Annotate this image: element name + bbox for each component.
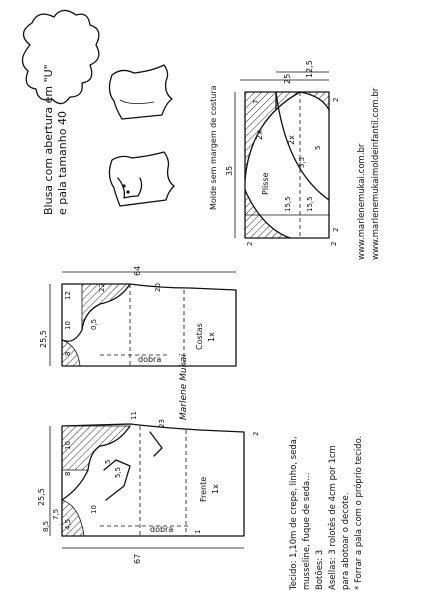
website-2: www.marlenemukaimoldeinfantil.com.br [371,87,381,260]
back-value-4: 12 [64,291,72,300]
yoke-height: 35 [225,165,234,176]
front-value-9: 8,5 [42,520,50,532]
back-label-qty: 1x [207,332,216,342]
front-value-13: 2 [252,431,260,436]
note-1: Tecido: 1,10m de crepe, linho, seda, [289,436,299,590]
back-value-6: 10 [64,321,72,330]
front-value-7: 11 [130,411,138,420]
yoke-pattern [225,60,340,246]
blouse-sketch-back [109,65,172,119]
yoke-bottom-value-1: 15,5 [284,196,292,212]
note-2: musseline, fuque de seda... [302,472,312,590]
collar-pattern-label-group [209,85,218,210]
front-value-8: 7,5 [52,508,60,520]
back-value-5: 0,5 [90,318,98,330]
front-value-1: 25,5 [37,488,46,506]
back-value-2: 20 [154,283,162,292]
yoke-curve-value-1: 7 [252,99,260,104]
front-label-qty: 1x [211,484,220,494]
yoke-side-marker-1: 2 [332,97,340,102]
signature-group [179,354,189,420]
notes-block [289,436,364,591]
back-value-3: 25,5 [39,330,48,348]
title-cloud [22,10,98,103]
yoke-inner-top: 12,5 [305,60,314,78]
front-value-3: 8 [64,471,72,476]
yoke-label-plisse: Plisse [261,172,270,195]
yoke-width-top: 25 [283,73,292,84]
collar-pattern-label: Molde sem margem de costura [209,85,218,210]
back-label-costas: Costas [195,323,204,350]
title-line-2: e pala tamanho 40 [56,111,69,215]
front-value-2: 10 [64,441,72,450]
website-1: www.marlenemukai.com.br [357,143,367,260]
yoke-label-1: 2x [255,130,264,140]
front-value-5: 5,5 [114,466,122,478]
back-value-1: 22 [98,283,106,292]
front-value-10: 4,5 [64,518,72,530]
note-5: para abotoar o decote. [341,492,351,590]
yoke-side-marker-2: 2 [332,227,340,232]
back-value-7: 8 [64,351,72,356]
yoke-bottom-value-2: 15,5 [306,196,314,212]
front-value-11: 10 [90,505,98,514]
front-u-opening [104,460,130,500]
websites [357,87,381,260]
blouse-sketch-front [109,152,174,206]
front-value-12: 1 [194,529,202,534]
note-6: * Forrar a pala com o próprio tecido. [354,435,364,590]
signature: Marlene Mukai [179,354,189,420]
front-pattern [37,411,260,564]
front-hatch-shoulder [62,426,130,470]
back-pattern [39,266,236,366]
yoke-curve-value-3: 5,5 [298,156,306,168]
yoke-label-2: 2x [287,135,296,145]
front-value-6: 23 [158,419,166,428]
yoke-bottom-value-4: 2 [330,241,338,246]
front-label-fold: dobra [150,525,174,534]
title-line-1: Blusa com abertura em "U" [42,64,55,215]
yoke-bottom-value-3: 2 [246,241,254,246]
back-width: 64 [133,265,142,276]
front-dart [150,432,162,456]
yoke-hatch-corner [300,92,329,110]
front-value-4: 5 [104,459,112,464]
yoke-curve-value-2: 5 [314,145,322,150]
note-3: Botões: 3 [315,549,325,590]
back-label-fold: dobra [138,355,162,364]
front-width: 67 [133,553,142,564]
title-block [42,64,69,215]
note-4: Asellas: 3 rolotês de 4cm por 1cm [328,445,338,590]
front-label-frente: Frente [199,476,208,502]
